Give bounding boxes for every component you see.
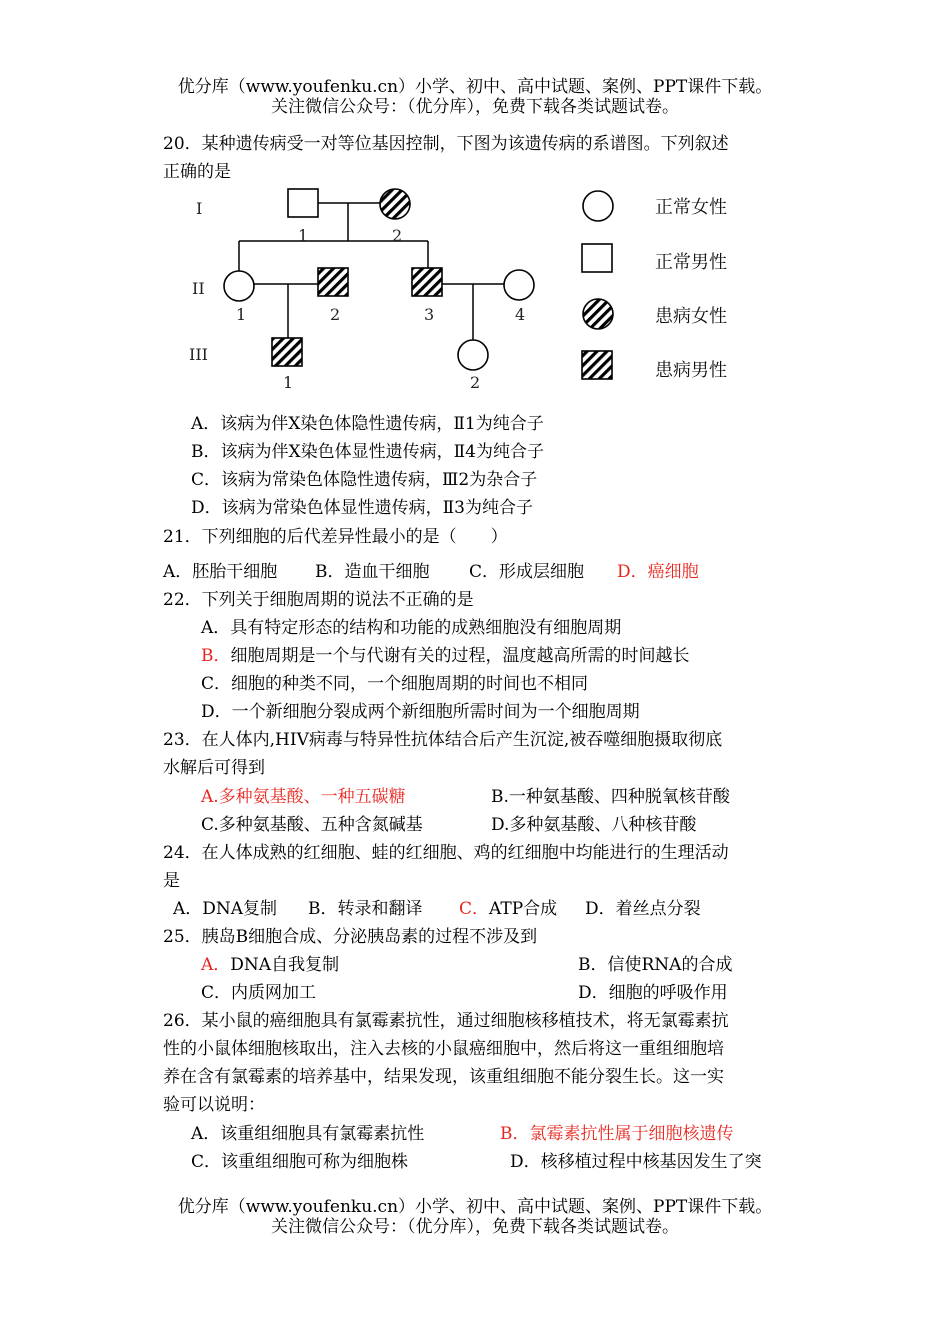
q21-stem: 21．下列细胞的后代差异性最小的是（ ） — [163, 527, 508, 547]
label-ii4: 4 — [515, 305, 526, 324]
header-line-1: 优分库（www.youfenku.cn）小学、初中、高中试题、案例、PPT课件下载。 — [177, 77, 773, 97]
pedigree-chart — [180, 182, 740, 402]
label-iii2: 2 — [470, 373, 481, 392]
legend-affected-female-symbol — [583, 299, 613, 329]
q26-option-b-answer: B．氯霉素抗性属于细胞核遗传 — [500, 1124, 734, 1144]
q25-option-c: C．内质网加工 — [201, 983, 317, 1003]
q22-option-b-letter: B． — [201, 646, 231, 666]
individual-ii1-normal-female — [224, 271, 254, 301]
q24-option-a: A．DNA复制 — [173, 899, 278, 919]
q22-option-b-answer — [201, 644, 690, 668]
q21-option-d-answer: D．癌细胞 — [617, 562, 699, 582]
legend-normal-female-label: 正常女性 — [655, 197, 727, 218]
q21-option-a: A．胚胎干细胞 — [163, 562, 278, 582]
q22-option-d: D．一个新细胞分裂成两个新细胞所需时间为一个细胞周期 — [201, 702, 640, 722]
footer-line-1: 优分库（www.youfenku.cn）小学、初中、高中试题、案例、PPT课件下载。 — [177, 1197, 773, 1217]
footer-line-2: 关注微信公众号：（优分库），免费下载各类试题试卷。 — [271, 1217, 679, 1237]
q23-option-b: B.一种氨基酸、四种脱氧核苷酸 — [491, 787, 730, 807]
q24-option-b: B．转录和翻译 — [308, 899, 423, 919]
q26-option-d: D．核移植过程中核基因发生了突 — [510, 1152, 762, 1172]
legend-normal-male-symbol — [582, 244, 612, 272]
generation-label-iii: III — [189, 345, 208, 364]
legend-affected-female-label: 患病女性 — [655, 306, 727, 327]
individual-ii2-affected-male — [318, 268, 348, 296]
individual-i2-affected-female — [380, 189, 410, 219]
generation-label-ii: II — [192, 279, 205, 298]
q26-stem-line-1: 26．某小鼠的癌细胞具有氯霉素抗性，通过细胞核移植技术，将无氯霉素抗 — [163, 1011, 729, 1031]
label-ii2: 2 — [330, 305, 341, 324]
q22-stem: 22．下列关于细胞周期的说法不正确的是 — [163, 590, 474, 610]
q23-option-c: C.多种氨基酸、五种含氮碱基 — [201, 815, 423, 835]
q23-option-a-answer — [201, 785, 406, 809]
q20-option-b: B．该病为伴X染色体显性遗传病，Ⅱ4为纯合子 — [191, 442, 544, 462]
q20-option-d: D．该病为常染色体显性遗传病，Ⅱ3为纯合子 — [191, 498, 533, 518]
q25-option-a-answer — [201, 953, 339, 977]
q24-stem-line-2: 是 — [163, 871, 180, 891]
q20-stem-line-2: 正确的是 — [163, 162, 231, 182]
q23-stem-line-1: 23．在人体内,HIV病毒与特异性抗体结合后产生沉淀,被吞噬细胞摄取彻底 — [163, 730, 723, 750]
q20-option-a: A．该病为伴X染色体隐性遗传病，Ⅱ1为纯合子 — [191, 414, 544, 434]
q23-option-d: D.多种氨基酸、八种核苷酸 — [491, 815, 697, 835]
q24-option-d: D．着丝点分裂 — [585, 899, 701, 919]
individual-i1-normal-male — [288, 189, 318, 217]
q20-stem-line-1: 20．某种遗传病受一对等位基因控制，下图为该遗传病的系谱图。下列叙述 — [163, 134, 729, 154]
legend-normal-female-symbol — [583, 191, 613, 221]
q25-stem: 25．胰岛B细胞合成、分泌胰岛素的过程不涉及到 — [163, 927, 538, 947]
q25-option-b: B．信使RNA的合成 — [578, 955, 733, 975]
q21-option-c: C．形成层细胞 — [469, 562, 585, 582]
label-i1: 1 — [298, 226, 309, 245]
individual-ii3-affected-male — [412, 268, 442, 296]
q25-option-a-text: DNA自我复制 — [230, 955, 340, 975]
individual-ii4-normal-female — [504, 270, 534, 300]
q20-option-c: C．该病为常染色体隐性遗传病，Ⅲ2为杂合子 — [191, 470, 538, 490]
header-line-2: 关注微信公众号：（优分库），免费下载各类试题试卷。 — [271, 97, 679, 117]
q25-option-d: D．细胞的呼吸作用 — [578, 983, 728, 1003]
q22-option-a: A．具有特定形态的结构和功能的成熟细胞没有细胞周期 — [201, 618, 622, 638]
q26-stem-line-3: 养在含有氯霉素的培养基中，结果发现，该重组细胞不能分裂生长。这一实 — [163, 1067, 724, 1087]
q26-stem-line-4: 验可以说明： — [163, 1095, 265, 1115]
individual-iii1-affected-male — [272, 338, 302, 366]
q24-option-c-text: ATP合成 — [489, 899, 558, 919]
q25-option-a-letter: A． — [201, 955, 231, 975]
legend-normal-male-label: 正常男性 — [655, 252, 727, 273]
label-i2: 2 — [392, 226, 403, 245]
q23-stem-line-2: 水解后可得到 — [163, 758, 265, 778]
q24-option-c-letter: C． — [459, 899, 490, 919]
q24-stem-line-1: 24．在人体成熟的红细胞、蛙的红细胞、鸡的红细胞中均能进行的生理活动 — [163, 843, 729, 863]
q22-option-c: C．细胞的种类不同，一个细胞周期的时间也不相同 — [201, 674, 589, 694]
q26-option-c: C．该重组细胞可称为细胞株 — [191, 1152, 409, 1172]
label-ii1: 1 — [236, 305, 247, 324]
q26-stem-line-2: 性的小鼠体细胞核取出，注入去核的小鼠癌细胞中，然后将这一重组细胞培 — [163, 1039, 724, 1059]
generation-label-i: I — [196, 199, 203, 218]
legend-affected-male-label: 患病男性 — [655, 360, 727, 381]
q23-option-a-text: A.多种氨基酸、一种五碳糖 — [201, 787, 406, 807]
label-ii3: 3 — [424, 305, 435, 324]
label-iii1: 1 — [283, 373, 294, 392]
individual-iii2-normal-female — [458, 340, 488, 370]
q26-option-a: A．该重组细胞具有氯霉素抗性 — [191, 1124, 425, 1144]
legend-affected-male-symbol — [582, 351, 612, 379]
q24-option-c-answer — [459, 897, 557, 921]
q22-option-b-text: 细胞周期是一个与代谢有关的过程，温度越高所需的时间越长 — [230, 646, 690, 666]
q21-option-b: B．造血干细胞 — [315, 562, 430, 582]
